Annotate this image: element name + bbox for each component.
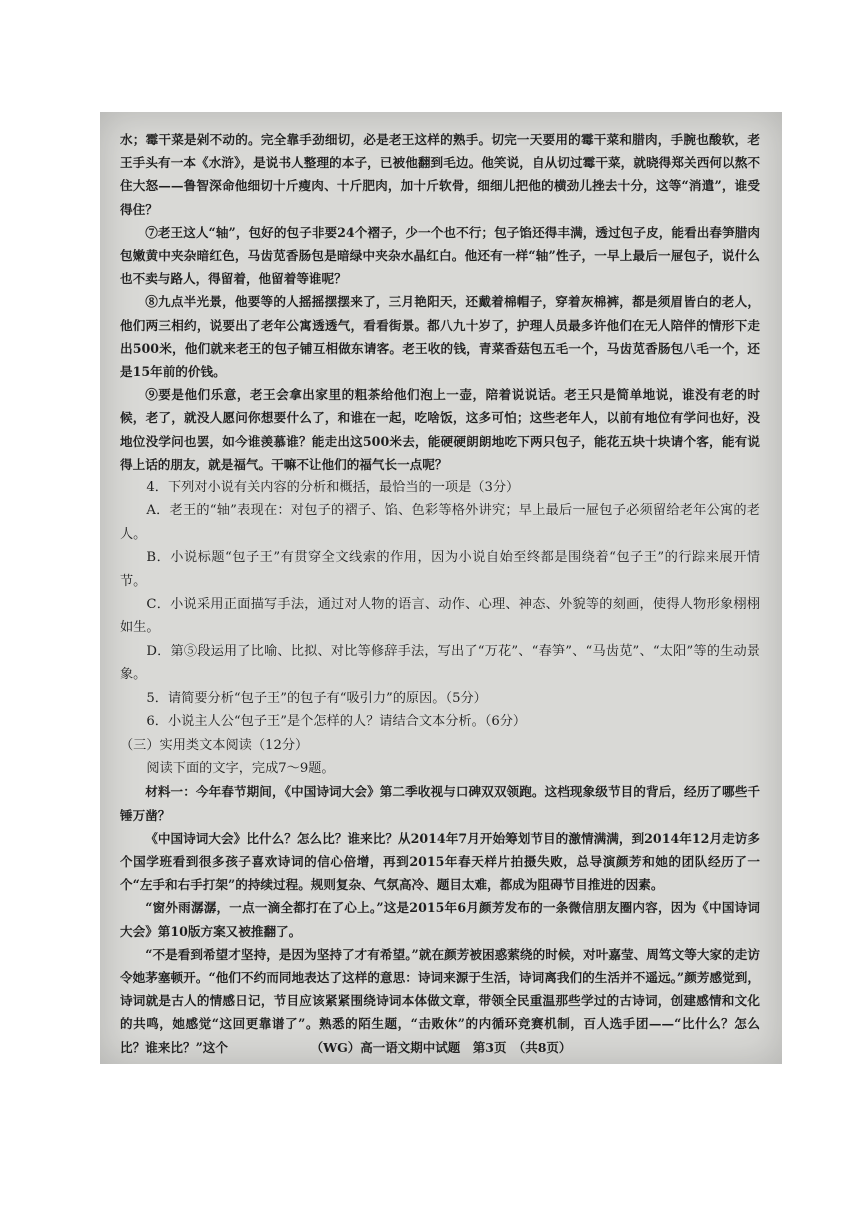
material-one-intro: 材料一：今年春节期间，《中国诗词大会》第二季收视与口碑双双领跑。这档现象级节目的背后，经历了哪些千锤万凿？ <box>120 784 760 823</box>
question-5: 5．请简要分析“包子王”的包子有“吸引力”的原因。（5分） <box>146 690 487 706</box>
question-4-option-c: C．小说采用正面描写手法，通过对人物的语言、动作、心理、神态、外貌等的刻画，使得人物形象栩栩如生。 <box>120 597 760 636</box>
story-paragraph-cont: 水；霉干菜是剁不动的。完全靠手劲细切，必是老王这样的熟手。切完一天要用的霉干菜和腊肉，手腕也酸软，老王手头有一本《水浒》，是说书人整理的本子，已被他翻到毛边。他笑说，自从切过霉干菜，就晓得郑关西何以熬不住大怒——鲁智深命他细切十斤瘦肉、十斤肥肉，加十斤软骨，细细儿把他的横劲儿挫去十分，这等“消遣”，谁受得住？ <box>120 132 760 217</box>
material-paragraph-2: “窗外雨潺潺，一点一滴全都打在了心上。”这是2015年6月颜芳发布的一条微信朋友圈内容，因为《中国诗词大会》第10版方案又被推翻了。 <box>120 900 760 939</box>
text-column <box>120 128 760 1059</box>
question-6: 6．小说主人公“包子王”是个怎样的人？请结合文本分析。（6分） <box>146 714 527 730</box>
story-paragraph-9: ⑨要是他们乐意，老王会拿出家里的粗茶给他们泡上一壶，陪着说说话。老王只是简单地说，谁没有老的时候，老了，就没人愿问你想要什么了，和谁在一起，吃啥饭，这多可怕；这些老年人，以前有地位有学问也好，没地位没学问也罢，如今谁羡慕谁？能走出这500米去，能硬硬朗朗地吃下两只包子，能花五块十块请个客，能有说得上话的朋友，就是福气。干嘛不让他们的福气长一点呢？ <box>120 387 760 472</box>
section-heading: （三）实用类文本阅读（12分） <box>120 737 309 753</box>
section-instruction: 阅读下面的文字，完成7～9题。 <box>146 760 335 776</box>
question-4-option-a: A．老王的“轴”表现在：对包子的褶子、馅、色彩等格外讲究；早上最后一屉包子必须留给老年公寓的老人。 <box>120 503 760 542</box>
story-paragraph-8: ⑧九点半光景，他要等的人摇摇摆摆来了，三月艳阳天，还戴着棉帽子，穿着灰棉裤，都是须眉皆白的老人，他们两三相约，说要出了老年公寓透透气，看看街景。都八九十岁了，护理人员最多许他们在无人陪伴的情形下走出500米，他们就来老王的包子铺互相做东请客。老王收的钱，青菜香菇包五毛一个，马齿苋香肠包八毛一个，还是15年前的价钱。 <box>120 294 760 380</box>
question-4: 4．下列对小说有关内容的分析和概括，最恰当的一项是（3分） <box>146 480 520 496</box>
story-paragraph-7: ⑦老王这人“轴”，包好的包子非要24个褶子，少一个也不行；包子馅还得丰满，透过包子皮，能看出春笋腊肉包嫩黄中夹杂暗红色，马齿苋香肠包是暗绿中夹杂水晶红白。他还有一样“轴”性子，一早上最后一屉包子，说什么也不卖与路人，得留着，他留着等谁呢？ <box>120 224 760 287</box>
question-4-option-b: B．小说标题“包子王”有贯穿全文线索的作用，因为小说自始至终都是围绕着“包子王”的行踪来展开情节。 <box>120 550 760 589</box>
question-4-option-d: D．第⑤段运用了比喻、比拟、对比等修辞手法，写出了“万花”、“春笋”、“马齿苋”、“太阳”等的生动景象。 <box>120 643 760 683</box>
material-paragraph-3: “不是看到希望才坚持，是因为坚持了才有希望。”就在颜芳被困惑萦绕的时候，对叶嘉莹、周笃文等大家的走访令她茅塞顿开。“他们不约而同地表达了这样的意思：诗词来源于生活，诗词离我们的生活并不遥远。”颜芳感觉到，诗词就是古人的情感日记，节目应该紧紧围绕诗词本体做文章，带领全民重温那些学过的古诗词，创建感情和文化的共鸣，她感觉“这回更靠谱了”。熟悉的陌生题，“击败休”的内循环竞赛机制，百人选手团——“比什么？怎么比？谁来比？”这个 <box>120 946 760 1055</box>
page-footer: （WG）高一语文期中试题 第3页 （共8页） <box>310 1040 572 1055</box>
scanned-page-photo <box>100 112 782 1064</box>
material-paragraph-1: 《中国诗词大会》比什么？怎么比？谁来比？从2014年7月开始筹划节目的激情满满，到2014年12月走访多个国学班看到很多孩子喜欢诗词的信心倍增，再到2015年春天样片拍摄失败，总导演颜芳和她的团队经历了一个“左手和右手打架”的持续过程。规则复杂、气氛高冷、题目太难，都成为阻碍节目推进的因素。 <box>120 830 760 893</box>
